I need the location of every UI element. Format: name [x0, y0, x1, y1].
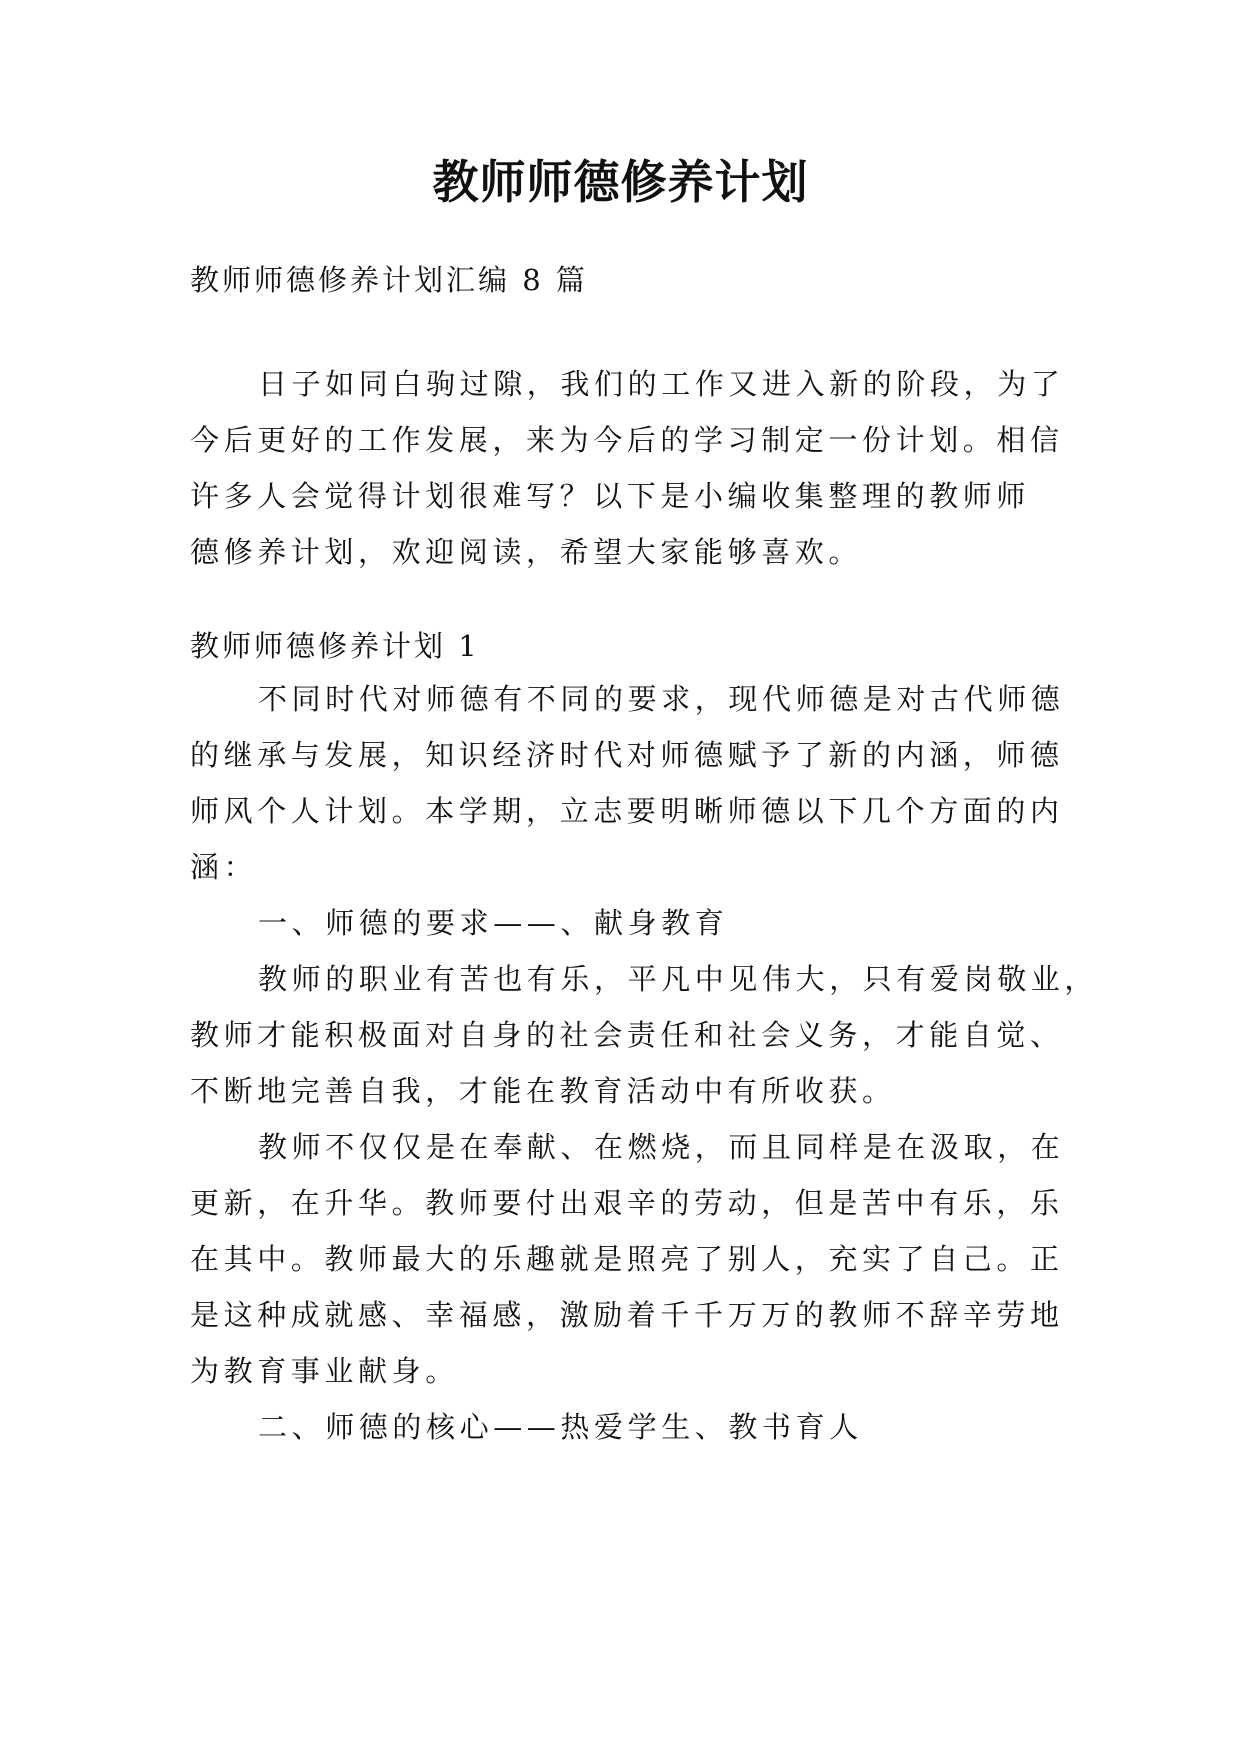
point1-para1-line-1: 教师的职业有苦也有乐，平凡中见伟大，只有爱岗敬业，: [258, 962, 1099, 996]
point1-heading: 一、师德的要求——、献身教育: [258, 906, 729, 940]
section1-line-4: 涵：: [190, 850, 258, 884]
section1-line-1: 不同时代对师德有不同的要求，现代师德是对古代师德: [258, 682, 1065, 716]
point1-para2-line-4: 是这种成就感、幸福感，激励着千千万万的教师不辞辛劳地: [190, 1298, 1064, 1332]
intro-line-3: 许多人会觉得计划很难写？以下是小编收集整理的教师师: [190, 479, 1031, 513]
point2-heading: 二、师德的核心——热爱学生、教书育人: [258, 1410, 863, 1444]
section1-line-2: 的继承与发展，知识经济时代对师德赋予了新的内涵，师德: [190, 738, 1064, 772]
section1-line-3: 师风个人计划。本学期，立志要明晰师德以下几个方面的内: [190, 794, 1064, 828]
point1-para2-line-5: 为教育事业献身。: [190, 1354, 459, 1388]
document-title: 教师师德修养计划: [432, 155, 809, 209]
point1-para2-line-1: 教师不仅仅是在奉献、在燃烧，而且同样是在汲取，在: [258, 1130, 1065, 1164]
intro-line-2: 今后更好的工作发展，来为今后的学习制定一份计划。相信: [190, 423, 1064, 457]
document-subtitle: 教师师德修养计划汇编 8 篇: [190, 263, 588, 297]
section-heading: 教师师德修养计划 1: [190, 629, 480, 663]
intro-line-4: 德修养计划，欢迎阅读，希望大家能够喜欢。: [190, 535, 863, 569]
point1-para1-line-3: 不断地完善自我，才能在教育活动中有所收获。: [190, 1074, 896, 1108]
intro-line-1: 日子如同白驹过隙，我们的工作又进入新的阶段，为了: [258, 367, 1065, 401]
point1-para2-line-3: 在其中。教师最大的乐趣就是照亮了别人，充实了自己。正: [190, 1242, 1064, 1276]
point1-para2-line-2: 更新，在升华。教师要付出艰辛的劳动，但是苦中有乐，乐: [190, 1186, 1064, 1220]
point1-para1-line-2: 教师才能积极面对自身的社会责任和社会义务，才能自觉、: [190, 1018, 1064, 1052]
